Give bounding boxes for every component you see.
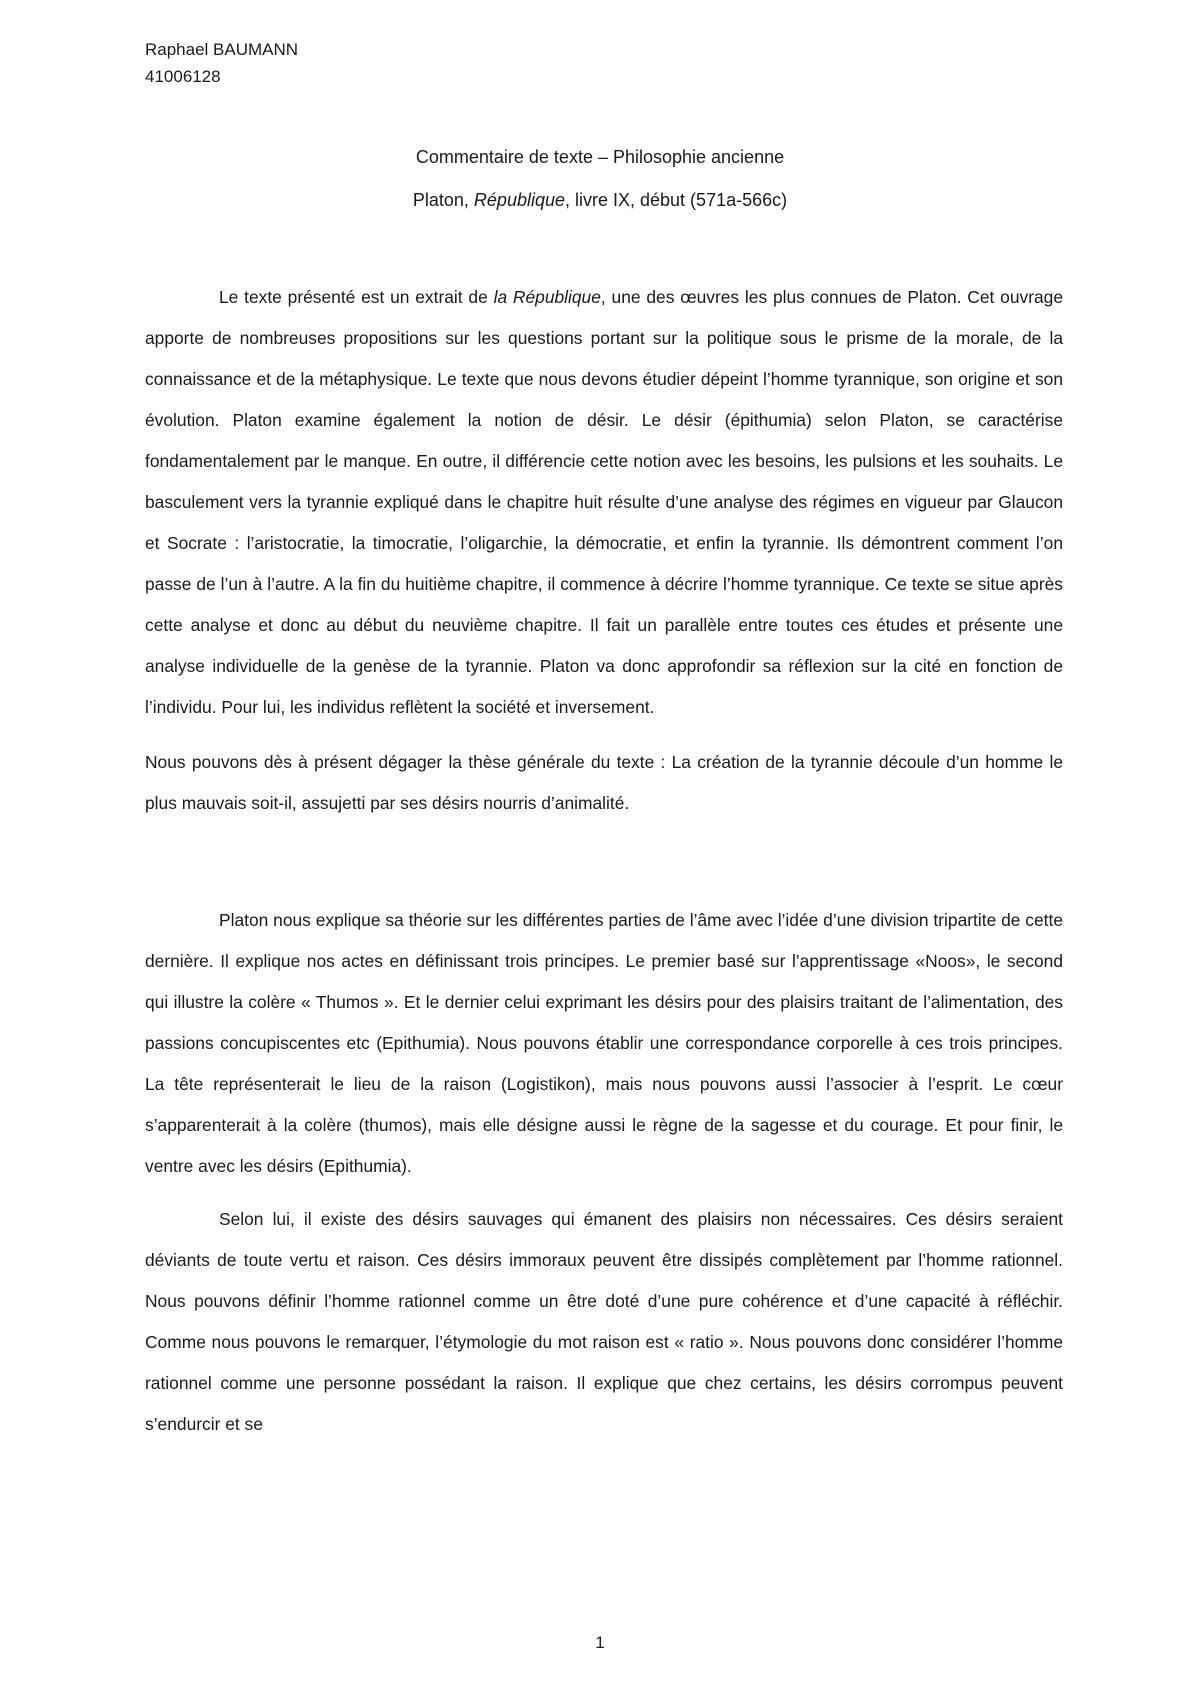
paragraph-thesis: Nous pouvons dès à présent dégager la thèse générale du texte : La création de la tyrannie découle d’un homme le plus mauvais soit-il, assujetti par ses désirs nourris d’animalité.: [145, 752, 1063, 813]
title-line-source: [0, 187, 1200, 213]
author-name: Raphael BAUMANN: [145, 40, 299, 59]
document-body: [145, 277, 1063, 1445]
title-source-prefix: Platon,: [412, 190, 474, 210]
paragraph-introduction-prefix: Le texte présenté est un extrait de: [219, 287, 494, 307]
title-source-suffix: , livre IX, début (571a-566c): [565, 190, 788, 210]
paragraph-introduction-text: , une des œuvres les plus connues de Platon. Cet ouvrage apporte de nombreuses propositions sur les questions portant sur la politique sous le prisme de la morale, de la connaissance et de la métaphysique. Le texte que nous devons étudier dépeint l’homme tyrannique, son origine et son évolution. Platon examine également la notion de désir. Le désir (épithumia) selon Platon, se caractérise fondamentalement par le manque. En outre, il différencie cette notion avec les besoins, les pulsions et les souhaits. Le basculement vers la tyrannie expliqué dans le chapitre huit résulte d’une analyse des régimes en vigueur par Glaucon et Socrate : l’aristocratie, la timocratie, l’oligarchie, la démocratie, et enfin la tyrannie. Ils démontrent comment l’on passe de l’un à l’autre. A la fin du huitième chapitre, il commence à décrire l’homme tyrannique. Ce texte se situe après cette analyse et donc au début du neuvième chapitre. Il fait un parallèle entre toutes ces études et présente une analyse individuelle de la genèse de la tyrannie. Platon va donc approfondir sa réflexion sur la cité en fonction de l’individu. Pour lui, les individus reflètent la société et inversement.: [145, 287, 1064, 717]
author-header: [145, 36, 298, 90]
page-number: 1: [595, 1633, 605, 1652]
paragraph-introduction-work: la République: [493, 287, 601, 307]
student-number: 41006128: [145, 67, 221, 86]
title-line-course: Commentaire de texte – Philosophie ancienne: [415, 147, 785, 167]
paragraph-wild-desires: Selon lui, il existe des désirs sauvages qui émanent des plaisirs non nécessaires. Ces désirs seraient déviants de toute vertu et raison. Ces désirs immoraux peuvent être dissipés complètement par l’homme rationnel. Nous pouvons définir l’homme rationnel comme un être doté d’une pure cohérence et d’une capacité à réfléchir. Comme nous pouvons le remarquer, l’étymologie du mot raison est « ratio ». Nous pouvons donc considérer l’homme rationnel comme une personne possédant la raison. Il explique que chez certains, les désirs corrompus peuvent s’endurcir et se: [145, 1209, 1063, 1434]
document-title: [0, 144, 1200, 213]
paragraph-soul-theory: Platon nous explique sa théorie sur les différentes parties de l’âme avec l’idée d’une division tripartite de cette dernière. Il explique nos actes en définissant trois principes. Le premier basé sur l’apprentissage «Noos», le second qui illustre la colère « Thumos ». Et le dernier celui exprimant les désirs pour des plaisirs traitant de l’alimentation, des passions concupiscentes etc (Epithumia). Nous pouvons établir une correspondance corporelle à ces trois principes. La tête représenterait le lieu de la raison (Logistikon), mais nous pouvons aussi l’associer à l’esprit. Le cœur s’apparenterait à la colère (thumos), mais elle désigne aussi le règne de la sagesse et du courage. Et pour finir, le ventre avec les désirs (Epithumia).: [145, 910, 1063, 1176]
title-source-work: République: [473, 190, 565, 210]
paragraph-introduction: [145, 277, 1063, 728]
